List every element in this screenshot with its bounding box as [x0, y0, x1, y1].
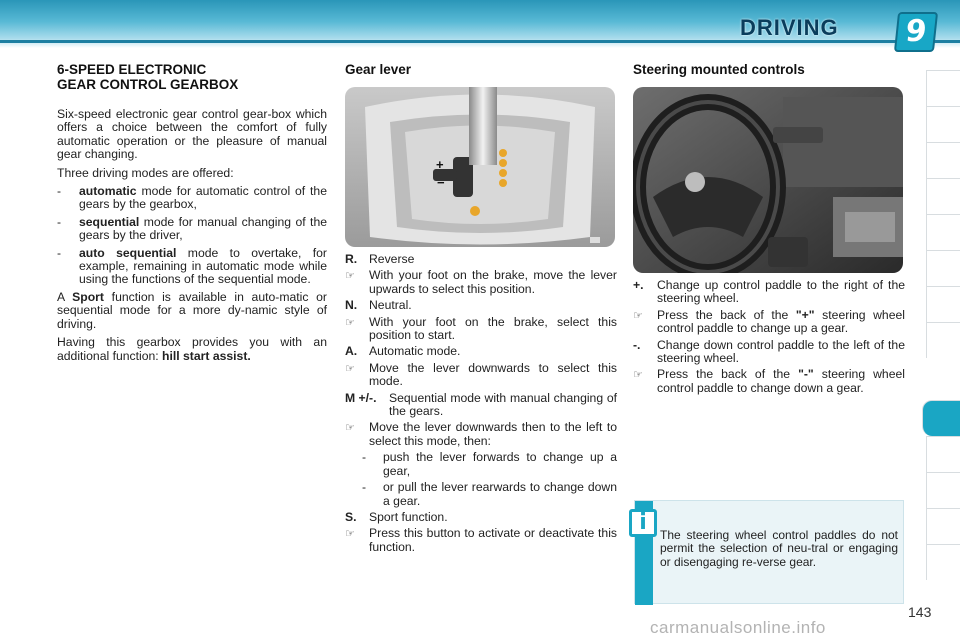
- sport-name: Sport: [72, 289, 104, 304]
- chapter-tabs: [926, 70, 960, 580]
- mode-name: auto sequential: [79, 245, 177, 260]
- info-note-box: [634, 500, 904, 604]
- paddle-symbol: "-": [798, 367, 814, 382]
- paddle-key: +.: [633, 278, 644, 292]
- paddle-plus-instruction: [633, 309, 905, 336]
- page-number: 143: [908, 604, 932, 620]
- gear-minus-symbol: −: [437, 175, 445, 190]
- gear-a-instruction: [345, 362, 617, 389]
- mode-description: mode to overtake, for example, remaining in automatic mode while using the functions of the sequential mode.: [79, 245, 327, 287]
- pointing-hand-icon: ☞: [633, 368, 643, 382]
- title-line-2: GEAR CONTROL GEARBOX: [57, 77, 239, 92]
- gear-key: A.: [345, 344, 358, 359]
- gear-r-item: [345, 253, 617, 266]
- hill-start-paragraph: [57, 336, 327, 363]
- info-note-text: The steering wheel control paddles do not permit the selection of neu-tral or engaging or disengaging re-verse gear.: [660, 528, 898, 569]
- gear-key: R.: [345, 252, 358, 266]
- mode-dash: -: [57, 184, 62, 199]
- instruction-part: Press the back of the: [657, 307, 796, 322]
- sub-dash: -: [361, 450, 367, 465]
- hill-start-name: hill start assist.: [162, 348, 251, 363]
- mode-item-automatic: [57, 185, 327, 212]
- sport-description: function is available in auto-matic or sequential mode for a more dy-namic style of driving.: [57, 289, 327, 331]
- chapter-tab-active[interactable]: [922, 400, 960, 436]
- paddle-plus-item: [633, 279, 905, 306]
- section-title-gearbox: [57, 62, 327, 92]
- gear-lever-column: [345, 62, 617, 557]
- instruction-text: Move the lever downwards then to the left to select this mode, then:: [369, 420, 617, 448]
- gear-key: S.: [345, 509, 357, 524]
- gear-r-instruction: [345, 269, 617, 296]
- steering-controls-column: [633, 62, 905, 398]
- modes-intro: Three driving modes are offered:: [57, 165, 234, 180]
- gear-m-sub-down: [345, 481, 617, 508]
- gear-m-sub-up: [345, 451, 617, 478]
- sport-paragraph: [57, 291, 327, 331]
- section-title-gear-lever: Gear lever: [345, 62, 412, 77]
- chapter-tab[interactable]: [926, 142, 960, 178]
- instruction-text: With your foot on the brake, select this position to start.: [369, 314, 617, 343]
- paddle-minus-instruction: [633, 368, 905, 395]
- paddle-minus-item: [633, 339, 905, 366]
- sub-text: push the lever forwards to change up a gear,: [383, 450, 617, 478]
- chapter-tab[interactable]: [926, 70, 960, 106]
- paddle-symbol: "+": [795, 307, 815, 322]
- gear-plus-symbol: +: [436, 157, 444, 172]
- mode-dash: -: [57, 214, 62, 229]
- chapter-tab[interactable]: [926, 286, 960, 322]
- gear-label: Neutral.: [369, 298, 412, 313]
- gear-m-instruction: [345, 421, 617, 448]
- mode-dash: -: [57, 245, 62, 260]
- pointing-hand-icon: ☞: [345, 421, 355, 435]
- instruction-text: Move the lever downwards to select this mode.: [369, 360, 617, 389]
- instruction-part: Press the back of the: [657, 367, 799, 382]
- gear-label: Sport function.: [369, 509, 448, 524]
- chapter-tab[interactable]: [926, 472, 960, 508]
- gear-key: M +/-.: [345, 390, 377, 405]
- sub-text: or pull the lever rearwards to change down a gear.: [383, 480, 617, 508]
- chapter-tab[interactable]: [926, 508, 960, 544]
- hill-start-text: Having this gearbox provides you with an additional function:: [57, 335, 327, 363]
- mode-item-auto-sequential: [57, 247, 327, 287]
- pointing-hand-icon: ☞: [345, 361, 355, 375]
- gear-n-item: [345, 299, 617, 312]
- gear-a-item: [345, 345, 617, 358]
- sub-dash: -: [361, 480, 367, 495]
- mode-name: automatic: [79, 184, 137, 199]
- gear-key: N.: [345, 298, 358, 313]
- paddle-key: -.: [633, 337, 641, 352]
- paddle-label: Change down control paddle to the left of the steering wheel.: [657, 337, 905, 366]
- chapter-tab[interactable]: [926, 250, 960, 286]
- instruction-text: With your foot on the brake, move the lever upwards to select this position.: [369, 268, 617, 296]
- gear-s-instruction: [345, 527, 617, 554]
- gear-label: Automatic mode.: [369, 344, 461, 359]
- mode-description: mode for automatic control of the gears by the gearbox,: [79, 184, 327, 212]
- gear-s-item: [345, 511, 617, 524]
- pointing-hand-icon: ☞: [633, 308, 643, 322]
- chapter-tab[interactable]: [926, 106, 960, 142]
- intro-paragraph: Six-speed electronic gear control gear-box which offers a choice between the comfort of fully automatic operation or the pleasure of manual gear changing.: [57, 107, 327, 162]
- paddle-label: Change up control paddle to the right of the steering wheel.: [657, 278, 905, 306]
- instruction-text: [657, 309, 905, 336]
- gearbox-intro-column: [57, 62, 327, 368]
- chapter-title: DRIVING: [740, 15, 839, 40]
- pointing-hand-icon: ☞: [345, 269, 355, 283]
- steering-wheel-photo: [633, 87, 903, 273]
- chapter-tab[interactable]: [926, 322, 960, 358]
- instruction-text: Press this button to activate or deactivate this function.: [369, 526, 617, 554]
- watermark: carmanualsonline.info: [650, 618, 826, 637]
- title-line-1: 6-SPEED ELECTRONIC: [57, 62, 207, 77]
- chapter-number-badge: 9: [894, 12, 938, 52]
- mode-item-sequential: [57, 216, 327, 243]
- mode-description: mode for manual changing of the gears by the driver,: [79, 214, 327, 243]
- chapter-tab[interactable]: [926, 436, 960, 472]
- pointing-hand-icon: ☞: [345, 527, 355, 541]
- chapter-tab[interactable]: [926, 214, 960, 250]
- chapter-tab[interactable]: [926, 178, 960, 214]
- gear-label: Sequential mode with manual changing of the gears.: [389, 390, 617, 419]
- instruction-part: steering wheel control paddle to change down a gear.: [657, 367, 905, 395]
- chapter-tab[interactable]: [926, 544, 960, 580]
- mode-name: sequential: [79, 214, 140, 229]
- gear-label: Reverse: [369, 252, 415, 266]
- sport-prefix: A: [57, 289, 73, 304]
- gear-lever-photo: [345, 87, 615, 247]
- gear-n-instruction: [345, 316, 617, 343]
- instruction-text: [657, 368, 905, 395]
- info-icon: i: [629, 509, 657, 537]
- instruction-part: steering wheel control paddle to change up a gear.: [657, 307, 905, 336]
- gear-m-item: [345, 392, 617, 419]
- pointing-hand-icon: ☞: [345, 315, 355, 329]
- section-title-steering: Steering mounted controls: [633, 62, 805, 77]
